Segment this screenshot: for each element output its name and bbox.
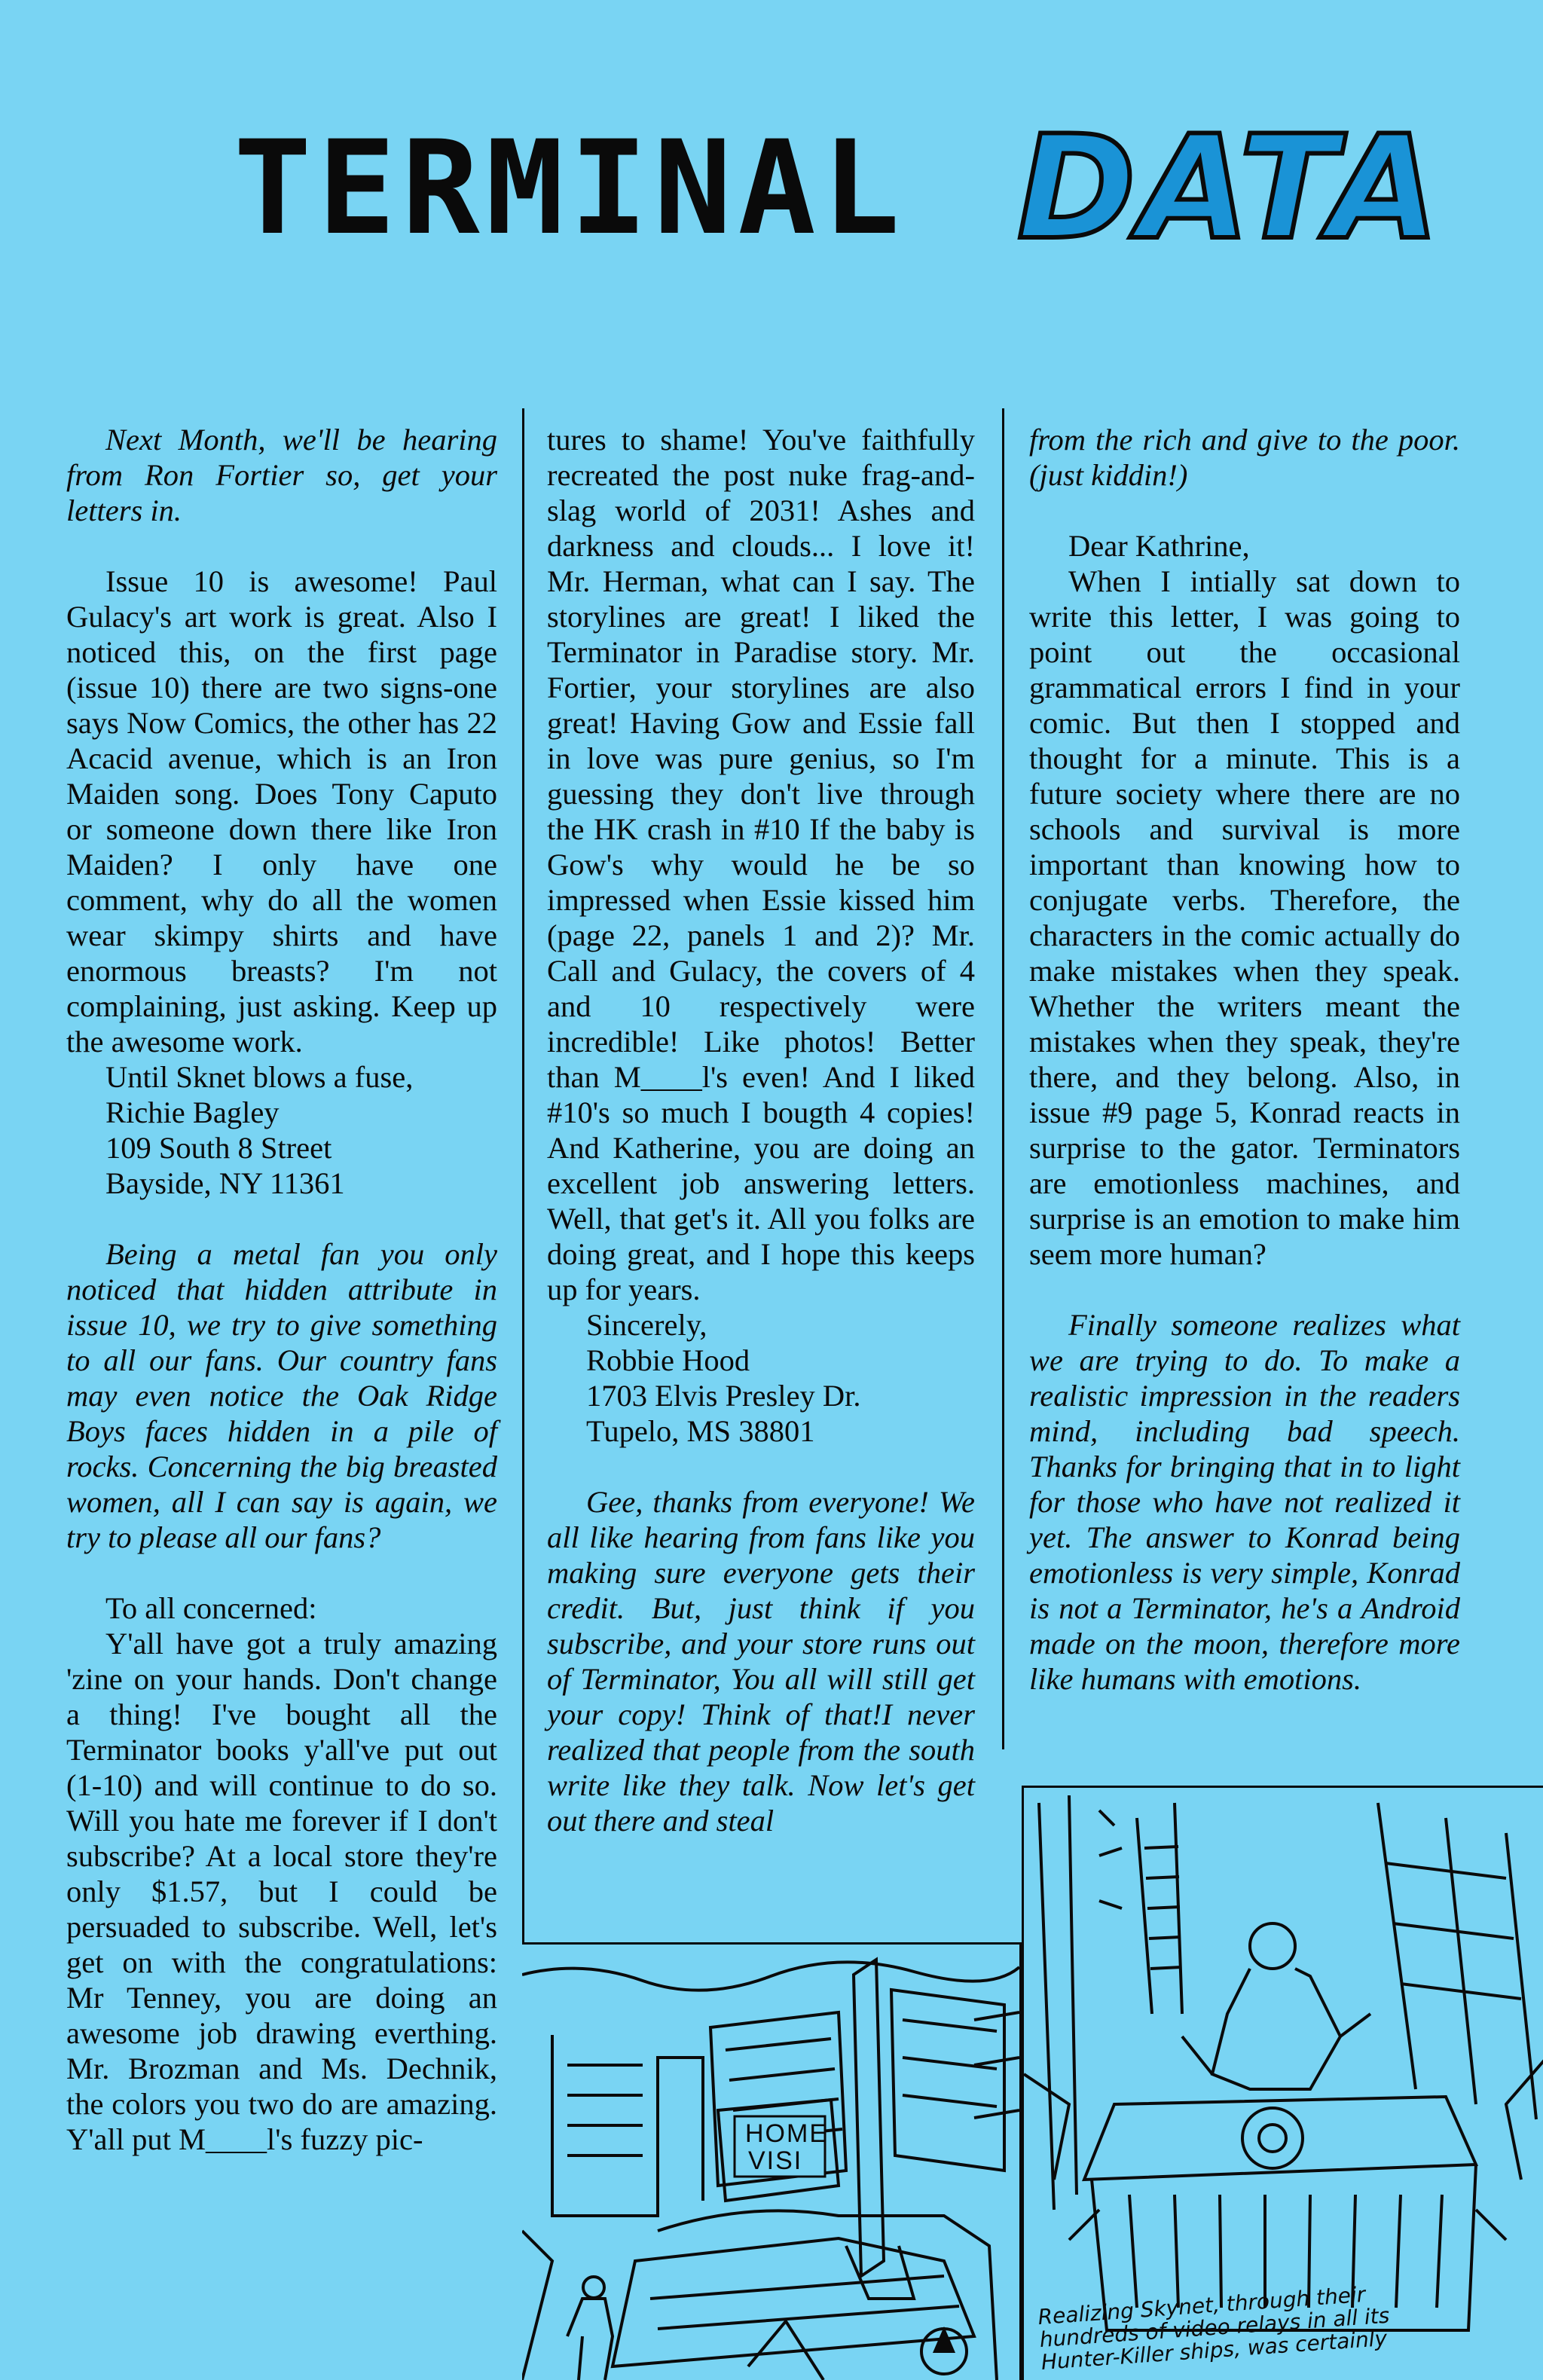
letter-salutation: Dear Kathrine, <box>1068 529 1250 563</box>
column-2 <box>547 422 975 1838</box>
letter-street: 109 South 8 Street <box>105 1131 332 1165</box>
letter-street: 1703 Elvis Presley Dr. <box>586 1379 861 1413</box>
editor-reply: Finally someone realizes what we are trying to do. To make a realistic impression in the readers mind, including bad speech. Thanks for bringing that in to light for those who have not realized it yet. The answer to Konrad being emotionless is very simple, Konrad is not a Terminator, he's a Android made on the moon, therefore more like humans with emotions. <box>1029 1308 1460 1696</box>
comic-panel-city-ruins <box>522 1942 1022 2380</box>
signature-block <box>66 1059 497 1201</box>
city-ruins-illustration <box>522 1945 1019 2380</box>
letter-author: Richie Bagley <box>105 1095 280 1129</box>
masthead <box>234 105 1443 271</box>
editor-reply: Gee, thanks from everyone! We all like hearing from fans like you making sure everyone gets their credit. But, just think if you subscribe, and your store runs out of Terminator, You all will still get your copy! Think of that!I never realized that people from the south write like they talk. Now let's get out there and steal <box>547 1485 975 1838</box>
letter-closing: Sincerely, <box>586 1308 707 1342</box>
comic-panel-hunter-killer <box>1022 1786 1543 2380</box>
panel-caption: Realizing Skynet, through their hundreds of video relays in all its Hunter-Killer ships, was certainly <box>1037 2281 1391 2375</box>
letter-body: Issue 10 is awesome! Paul Gulacy's art work is great. Also I noticed this, on the first page (issue 10) there are two signs-one says Now Comics, the other has 22 Acacid avenue, which is an Iron Maiden song. Does Tony Caputo or someone down there like Iron Maiden? I only have one comment, why do all the women wear skimpy shirts and have enormous breasts? I'm not complaining, just asking. Keep up the awesome work. <box>66 564 497 1059</box>
letter-closing: Until Sknet blows a fuse, <box>105 1060 414 1094</box>
letter-city: Tupelo, MS 38801 <box>586 1414 815 1448</box>
letter-city: Bayside, NY 11361 <box>105 1166 345 1200</box>
letter-body: Y'all have got a truly amazing 'zine on your hands. Don't change a thing! I've bought all the Terminator books y'all've put out (1-10) and will continue to do so. Will you hate me forever if I don't subscribe? At a local store they're only $1.57, but I could be persuaded to subscribe. Well, let's get on with the congratulations: Mr Tenney, you are doing an awesome job drawing everthing. Mr. Brozman and Ms. Dechnik, the colors you two do are amazing. Y'all put M____l's fuzzy pic- <box>66 1627 497 2156</box>
panel-sign-line2: VISI <box>748 2146 803 2175</box>
signature-block <box>547 1307 975 1449</box>
editor-intro: Next Month, we'll be hearing from Ron Fortier so, get your letters in. <box>66 423 497 527</box>
masthead-data: DATA <box>1017 105 1443 271</box>
editor-reply-continued: from the rich and give to the poor. (just kiddin!) <box>1029 423 1460 492</box>
panel-sign-line1: HOME <box>745 2119 828 2148</box>
letter-salutation: To all concerned: <box>105 1591 317 1625</box>
column-3 <box>1029 422 1460 1697</box>
masthead-terminal: TERMINAL <box>234 112 906 264</box>
letter-author: Robbie Hood <box>586 1343 750 1377</box>
editor-reply: Being a metal fan you only noticed that hidden attribute in issue 10, we try to give something to all our fans. Our country fans may even notice the Oak Ridge Boys faces hidden in a pile of rocks. Concerning the big breasted women, all I can say is again, we try to please all our fans? <box>66 1237 497 1554</box>
column-divider-2 <box>1002 408 1004 1749</box>
column-1 <box>66 422 497 2157</box>
letter-body-continued: tures to shame! You've faithfully recreated the post nuke frag-and-slag world of 2031! Ashes and darkness and clouds... I love it! Mr. Herman, what can I say. The storylines are great! I liked the Terminator in Paradise story. Mr. Fortier, your storylines are also great! Having Gow and Essie fall in love was pure genius, so I'm guessing they don't live through the HK crash in #10 If the baby is Gow's why would he be so impressed when Essie kissed him (page 22, panels 1 and 2)? Mr. Call and Gulacy, the covers of 4 and 10 respectively were incredible! Like photos! Better than M____l's even! And I liked #10's so much I bougth 4 copies! And Katherine, you are doing an excellent job answering letters. Well, that get's it. All you folks are doing great, and I hope this keeps up for years. <box>547 423 975 1306</box>
letter-body: When I intially sat down to write this letter, I was going to point out the occasional grammatical errors I find in your comic. But then I stopped and thought for a minute. This is a future society where there are no schools and survival is more important than knowing how to conjugate verbs. Therefore, the characters in the comic actually do make mistakes when they speak. Whether the writers meant the mistakes when they speak, they're there, and they belong. Also, in issue #9 page 5, Konrad reacts in surprise to the gator. Terminators are emotionless machines, and surprise is an emotion to make him seem more human? <box>1029 564 1460 1271</box>
